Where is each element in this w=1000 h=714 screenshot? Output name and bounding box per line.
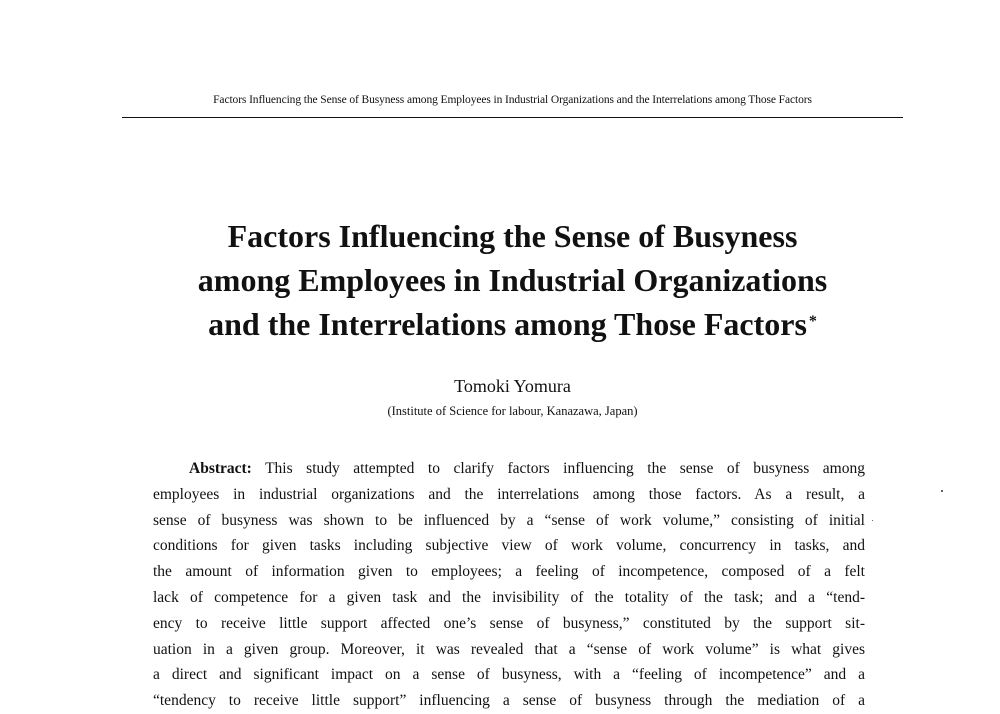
header-rule [122, 117, 903, 118]
running-header: Factors Influencing the Sense of Busyness among Employees in Industrial Organizations and the Interrelations among Those Factors [213, 94, 812, 106]
title-line-3-text: and the Interrelations among Those Factors [208, 306, 807, 342]
abstract-line: uation in a given group. Moreover, it was revealed that a “sense of work volume” is what gives [153, 640, 865, 658]
paper-title [100, 214, 925, 346]
abstract-line [153, 456, 865, 482]
abstract-line: “tendency to receive little support” influencing a sense of busyness through the mediation of a [153, 692, 865, 710]
author-affiliation: (Institute of Science for labour, Kanazawa, Japan) [387, 404, 638, 418]
title-line-2: among Employees in Industrial Organizations [197, 262, 828, 298]
abstract [153, 456, 865, 714]
abstract-line: lack of competence for a given task and the invisibility of the totality of the task; and a “tend- [153, 588, 865, 606]
abstract-line: a direct and significant impact on a sense of busyness, with a “feeling of incompetence” and a [153, 666, 865, 684]
title-footnote-mark: * [808, 313, 817, 330]
abstract-line: the amount of information given to employees; a feeling of incompetence, composed of a felt [153, 563, 865, 581]
author-name: Tomoki Yomura [454, 376, 571, 396]
scan-speck [872, 520, 873, 521]
title-line-1: Factors Influencing the Sense of Busyness [227, 218, 798, 254]
title-line-3 [100, 302, 925, 346]
abstract-line: sense of busyness was shown to be influenced by a “sense of work volume,” consisting of initial [153, 511, 865, 529]
abstract-label: Abstract: [189, 460, 252, 477]
abstract-line: conditions for given tasks including subjective view of work volume, concurrency in tasks, and [153, 537, 865, 555]
abstract-line-text: This study attempted to clarify factors influencing the sense of busyness among [265, 460, 865, 477]
scan-speck [941, 490, 943, 492]
abstract-line: employees in industrial organizations and the interrelations among those factors. As a result, a [153, 485, 865, 503]
abstract-line: ency to receive little support affected one’s sense of busyness,” constituted by the support sit- [153, 614, 865, 632]
